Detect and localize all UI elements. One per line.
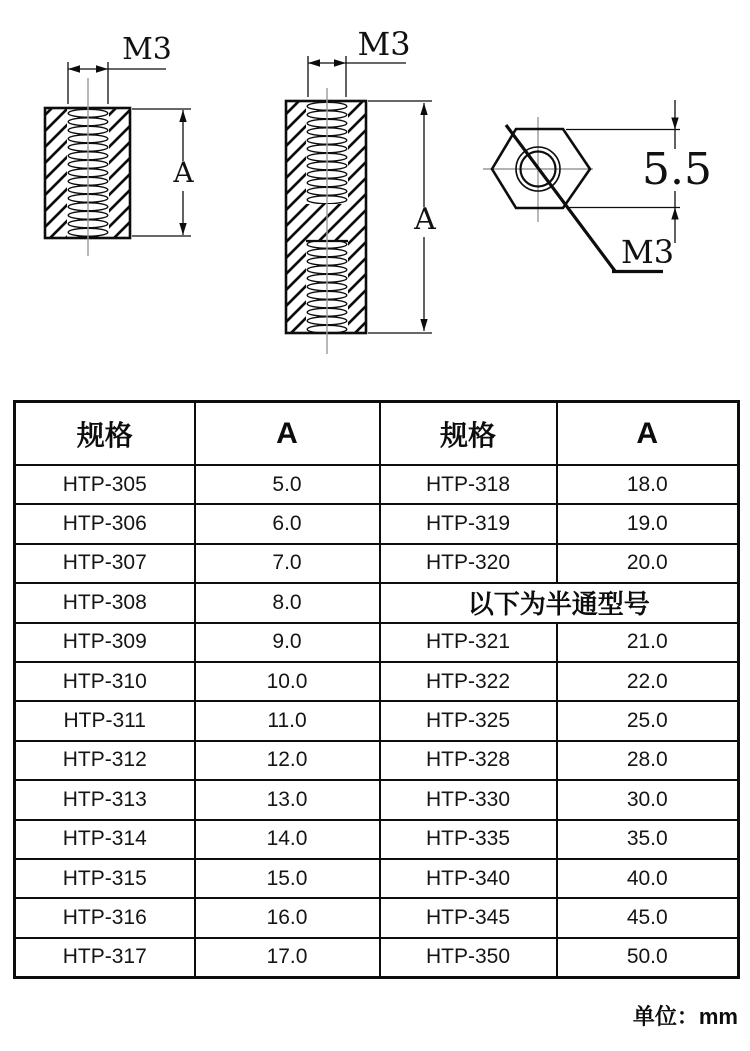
across-flats-arrow-bottom	[671, 208, 678, 220]
value-cell: 17.0	[195, 938, 380, 978]
value-cell: 9.0	[195, 623, 380, 662]
left-thread-label: M3	[122, 32, 172, 67]
value-cell: 10.0	[195, 662, 380, 701]
col-header-a-right: A	[557, 402, 739, 466]
table-row	[15, 504, 739, 543]
table-row	[15, 544, 739, 583]
spec-cell: HTP-328	[380, 741, 557, 780]
table-row-half-through-note	[15, 583, 739, 622]
spec-cell: HTP-314	[15, 820, 195, 859]
middle-height-arrow-bottom	[420, 319, 427, 331]
value-cell: 13.0	[195, 780, 380, 819]
middle-view	[286, 25, 436, 354]
value-cell: 28.0	[557, 741, 739, 780]
spec-cell: HTP-350	[380, 938, 557, 978]
col-header-a-left: A	[195, 402, 380, 466]
thread-leader-line	[506, 125, 615, 271]
table-row	[15, 741, 739, 780]
value-cell: 22.0	[557, 662, 739, 701]
spec-cell: HTP-308	[15, 583, 195, 622]
spec-cell: HTP-345	[380, 898, 557, 937]
table-row	[15, 859, 739, 898]
spec-cell: HTP-322	[380, 662, 557, 701]
spec-cell: HTP-306	[15, 504, 195, 543]
table-row	[15, 780, 739, 819]
spec-cell: HTP-340	[380, 859, 557, 898]
spec-cell: HTP-312	[15, 741, 195, 780]
value-cell: 21.0	[557, 623, 739, 662]
col-header-spec-right: 规格	[380, 402, 557, 466]
value-cell: 16.0	[195, 898, 380, 937]
col-header-spec-left: 规格	[15, 402, 195, 466]
value-cell: 5.0	[195, 465, 380, 504]
value-cell: 12.0	[195, 741, 380, 780]
value-cell: 18.0	[557, 465, 739, 504]
unit-note: 单位：mm	[632, 1004, 738, 1029]
middle-height-arrow-top	[420, 103, 427, 115]
spec-cell: HTP-330	[380, 780, 557, 819]
spec-cell: HTP-316	[15, 898, 195, 937]
value-cell: 30.0	[557, 780, 739, 819]
spec-cell: HTP-311	[15, 701, 195, 740]
left-height-arrow-top	[179, 110, 186, 122]
end-view-thread-label: M3	[621, 233, 675, 271]
value-cell: 35.0	[557, 820, 739, 859]
left-view	[45, 32, 194, 256]
across-flats-label: 5.5	[642, 144, 712, 195]
spec-cell: HTP-307	[15, 544, 195, 583]
spec-cell: HTP-305	[15, 465, 195, 504]
end-view	[483, 100, 712, 272]
spec-cell: HTP-320	[380, 544, 557, 583]
value-cell: 14.0	[195, 820, 380, 859]
spec-cell: HTP-318	[380, 465, 557, 504]
spec-cell: HTP-313	[15, 780, 195, 819]
value-cell: 7.0	[195, 544, 380, 583]
middle-dim-arrow-left	[308, 59, 320, 67]
value-cell: 25.0	[557, 701, 739, 740]
spec-cell: HTP-309	[15, 623, 195, 662]
table-row	[15, 938, 739, 978]
spec-cell: HTP-315	[15, 859, 195, 898]
value-cell: 20.0	[557, 544, 739, 583]
technical-drawing	[0, 0, 750, 390]
value-cell: 45.0	[557, 898, 739, 937]
left-height-label: A	[173, 156, 194, 189]
table-row	[15, 465, 739, 504]
left-height-arrow-bottom	[179, 223, 186, 235]
spec-table	[13, 400, 740, 979]
table-header-row	[15, 402, 739, 466]
value-cell: 50.0	[557, 938, 739, 978]
table-row	[15, 623, 739, 662]
table-row	[15, 820, 739, 859]
middle-height-label: A	[414, 202, 436, 237]
left-dim-arrow-right	[96, 65, 108, 73]
value-cell: 40.0	[557, 859, 739, 898]
spec-cell: HTP-310	[15, 662, 195, 701]
spec-cell: HTP-335	[380, 820, 557, 859]
spec-cell: HTP-321	[380, 623, 557, 662]
spec-cell: HTP-325	[380, 701, 557, 740]
spec-cell: HTP-319	[380, 504, 557, 543]
value-cell: 15.0	[195, 859, 380, 898]
value-cell: 8.0	[195, 583, 380, 622]
across-flats-arrow-top	[671, 118, 678, 130]
middle-thread-label: M3	[357, 25, 411, 63]
half-through-note-cell: 以下为半通型号	[380, 583, 739, 622]
value-cell: 6.0	[195, 504, 380, 543]
spec-cell: HTP-317	[15, 938, 195, 978]
table-row	[15, 662, 739, 701]
table-row	[15, 898, 739, 937]
middle-dim-arrow-right	[334, 59, 346, 67]
left-dim-arrow-left	[68, 65, 80, 73]
value-cell: 11.0	[195, 701, 380, 740]
value-cell: 19.0	[557, 504, 739, 543]
table-row	[15, 701, 739, 740]
left-thread-dimension	[68, 62, 166, 104]
